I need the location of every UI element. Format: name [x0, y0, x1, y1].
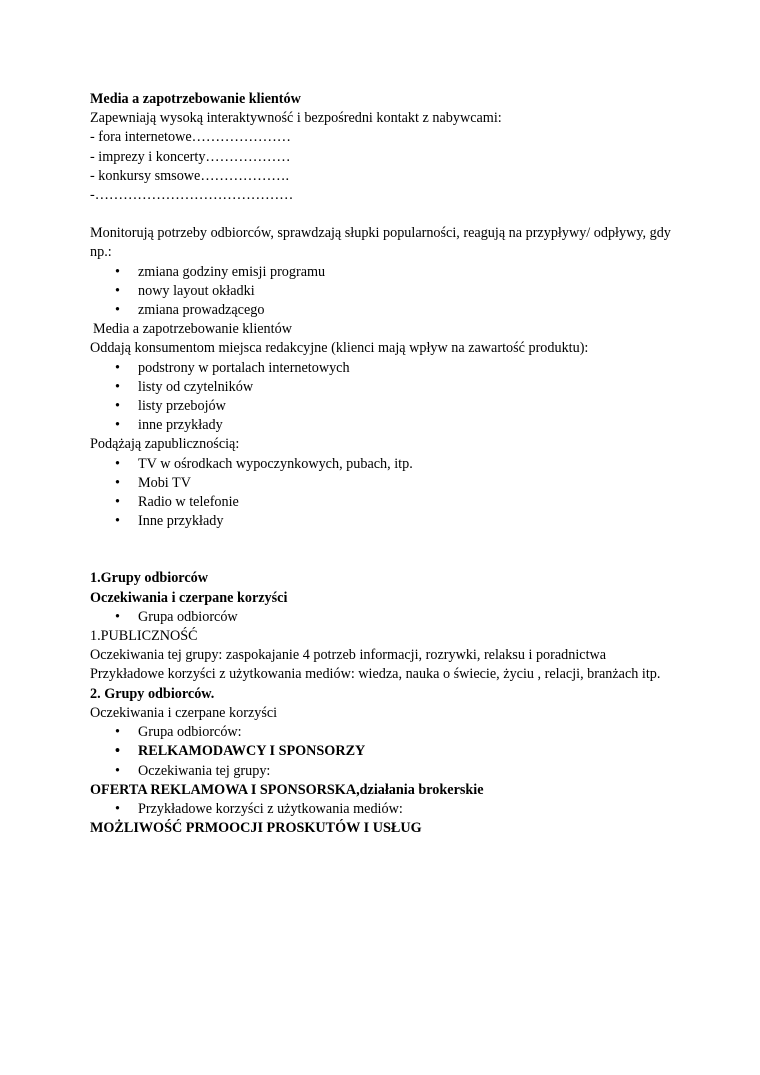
group-subheading: Oczekiwania i czerpane korzyści — [90, 589, 288, 606]
section-title: Media a zapotrzebowanie klientów — [93, 321, 292, 338]
section-intro: Oddają konsumentom miejsca redakcyjne (klienci mają wpływ na zawartość produktu): — [90, 340, 589, 357]
list-item: • Przykładowe korzyści z użytkowania mediów: — [90, 800, 690, 819]
dash-item: - imprezy i koncerty……………… — [90, 148, 291, 165]
bullet-list — [90, 608, 690, 627]
spacer — [90, 531, 690, 569]
list-item: • Mobi TV — [90, 474, 690, 493]
dash-item: -…………………………………… — [90, 187, 294, 204]
offer-line: OFERTA REKLAMOWA I SPONSORSKA,działania brokerskie — [90, 781, 484, 798]
list-item: • podstrony w portalach internetowych — [90, 359, 690, 378]
list-item: • zmiana prowadzącego — [90, 301, 690, 320]
list-item: • zmiana godziny emisji programu — [90, 263, 690, 282]
list-item: • TV w ośrodkach wypoczynkowych, pubach, itp. — [90, 455, 690, 474]
spacer — [90, 205, 690, 224]
bullet-list — [90, 723, 690, 781]
list-item: • Grupa odbiorców: — [90, 723, 690, 742]
list-item: • Radio w telefonie — [90, 493, 690, 512]
section-title: Media a zapotrzebowanie klientów — [90, 91, 301, 107]
list-item: • listy przebojów — [90, 397, 690, 416]
list-item: • listy od czytelników — [90, 378, 690, 397]
list-item: • inne przykłady — [90, 416, 690, 435]
bullet-list — [90, 800, 690, 819]
group-subheading: Oczekiwania i czerpane korzyści — [90, 704, 278, 721]
list-item: • RELKAMODAWCY I SPONSORZY — [90, 742, 690, 761]
section-intro: Zapewniają wysoką interaktywność i bezpośredni kontakt z nabywcami: — [90, 110, 502, 127]
dash-item: - fora internetowe………………… — [90, 129, 291, 146]
group-heading: 1.Grupy odbiorców — [90, 570, 208, 587]
section-intro: Podążają zapublicznością: — [90, 436, 240, 453]
list-item: • nowy layout okładki — [90, 282, 690, 301]
list-item: • Grupa odbiorców — [90, 608, 690, 627]
document-page — [90, 90, 690, 838]
benefits-line: Przykładowe korzyści z użytkowania mediów: wiedza, nauka o świecie, życiu , relacji, branżach itp. — [90, 666, 661, 683]
group-name: 1.PUBLICZNOŚĆ — [90, 628, 198, 645]
bullet-list — [90, 359, 690, 436]
group-heading: 2. Grupy odbiorców. — [90, 685, 215, 702]
list-item: • Inne przykłady — [90, 512, 690, 531]
bullet-list — [90, 455, 690, 532]
dash-item: - konkursy smsowe………………. — [90, 167, 290, 184]
bullet-list — [90, 263, 690, 321]
list-item: • Oczekiwania tej grupy: — [90, 762, 690, 781]
expectations-line: Oczekiwania tej grupy: zaspokajanie 4 potrzeb informacji, rozrywki, relaksu i poradnictwa — [90, 647, 607, 664]
paragraph: Monitorują potrzeby odbiorców, sprawdzają słupki popularności, reagują na przypływy/ odpływy, gdy np.: — [90, 225, 671, 261]
benefits-line: MOŻLIWOŚĆ PRMOOCJI PROSKUTÓW I USŁUG — [90, 820, 422, 837]
